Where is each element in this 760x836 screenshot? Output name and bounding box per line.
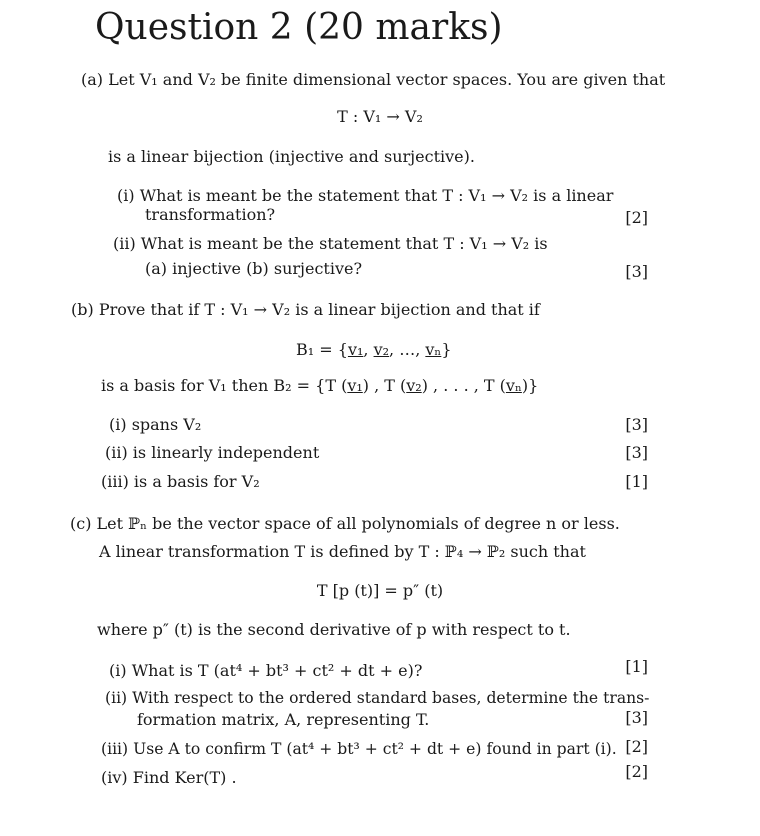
part-c-item: (ii) With respect to the ordered standard bases, determine the trans- xyxy=(105,689,650,707)
part-c-item-marks: [2] xyxy=(625,762,648,781)
basis-vector: v₁ xyxy=(347,340,364,359)
basis-vector: v₁ xyxy=(347,376,363,395)
part-b-item: (iii) is a basis for V₂ xyxy=(101,472,260,491)
part-c-where: where p″ (t) is the second derivative of p with respect to t. xyxy=(97,620,571,639)
basis-b1: B₁ = {v₁, v₂, …, vₙ} xyxy=(296,340,452,359)
part-c-item: (i) What is T (at⁴ + bt³ + ct² + dt + e)? xyxy=(109,661,423,680)
basis-vector: v₂ xyxy=(406,376,422,395)
part-c-item: (iii) Use A to confirm T (at⁴ + bt³ + ct² + dt + e) found in part (i). xyxy=(101,740,617,758)
part-b-item: (ii) is linearly independent xyxy=(105,443,320,462)
basis-vector: vₙ xyxy=(505,376,522,395)
basis-line-mid: ) , . . . , T ( xyxy=(421,376,506,395)
part-b-intro: (b) Prove that if T : V₁ → V₂ is a linear bijection and that if xyxy=(71,300,540,319)
part-c-item-marks: [2] xyxy=(625,737,648,756)
part-a-ii-line2: (a) injective (b) surjective? xyxy=(145,259,363,278)
basis-b2-line xyxy=(101,376,538,396)
basis-vector: vₙ xyxy=(425,340,442,359)
basis-line-post: )} xyxy=(521,376,539,395)
basis-b1-post: } xyxy=(441,340,452,359)
part-a-bijection: is a linear bijection (injective and surjective). xyxy=(108,147,475,166)
part-b-item-marks: [1] xyxy=(625,472,648,491)
part-a-ii-marks: [3] xyxy=(625,262,648,281)
part-b-item-marks: [3] xyxy=(625,443,648,462)
part-a-intro: (a) Let V₁ and V₂ be finite dimensional vector spaces. You are given that xyxy=(81,70,666,89)
question-title: Question 2 (20 marks) xyxy=(95,7,503,48)
basis-line-mid: ) , T ( xyxy=(362,376,407,395)
basis-ellipsis: … xyxy=(399,340,416,359)
basis-vector: v₂ xyxy=(373,340,390,359)
part-c-item-marks: [1] xyxy=(625,657,648,676)
basis-line-pre: is a basis for V₁ then B₂ = {T ( xyxy=(101,376,348,395)
part-b-item: (i) spans V₂ xyxy=(109,415,202,434)
part-c-defined: A linear transformation T is defined by T : ℙ₄ → ℙ₂ such that xyxy=(99,542,586,561)
part-a-ii-line1: (ii) What is meant be the statement that T : V₁ → V₂ is xyxy=(113,234,548,253)
part-c-item-marks: [3] xyxy=(625,708,648,727)
basis-b1-pre: B₁ = { xyxy=(296,340,348,359)
part-b-item-marks: [3] xyxy=(625,415,648,434)
part-c-intro: (c) Let ℙₙ be the vector space of all polynomials of degree n or less. xyxy=(70,514,620,533)
part-c-item-line2: formation matrix, A, representing T. xyxy=(137,710,430,729)
part-c-item: (iv) Find Ker(T) . xyxy=(101,768,237,787)
part-c-formula: T [p (t)] = p″ (t) xyxy=(316,581,444,600)
part-a-i-line2: transformation? xyxy=(145,205,276,224)
part-a-map: T : V₁ → V₂ xyxy=(337,107,423,126)
part-a-i-line1: (i) What is meant be the statement that T : V₁ → V₂ is a linear xyxy=(117,186,614,205)
part-a-i-marks: [2] xyxy=(625,208,648,227)
